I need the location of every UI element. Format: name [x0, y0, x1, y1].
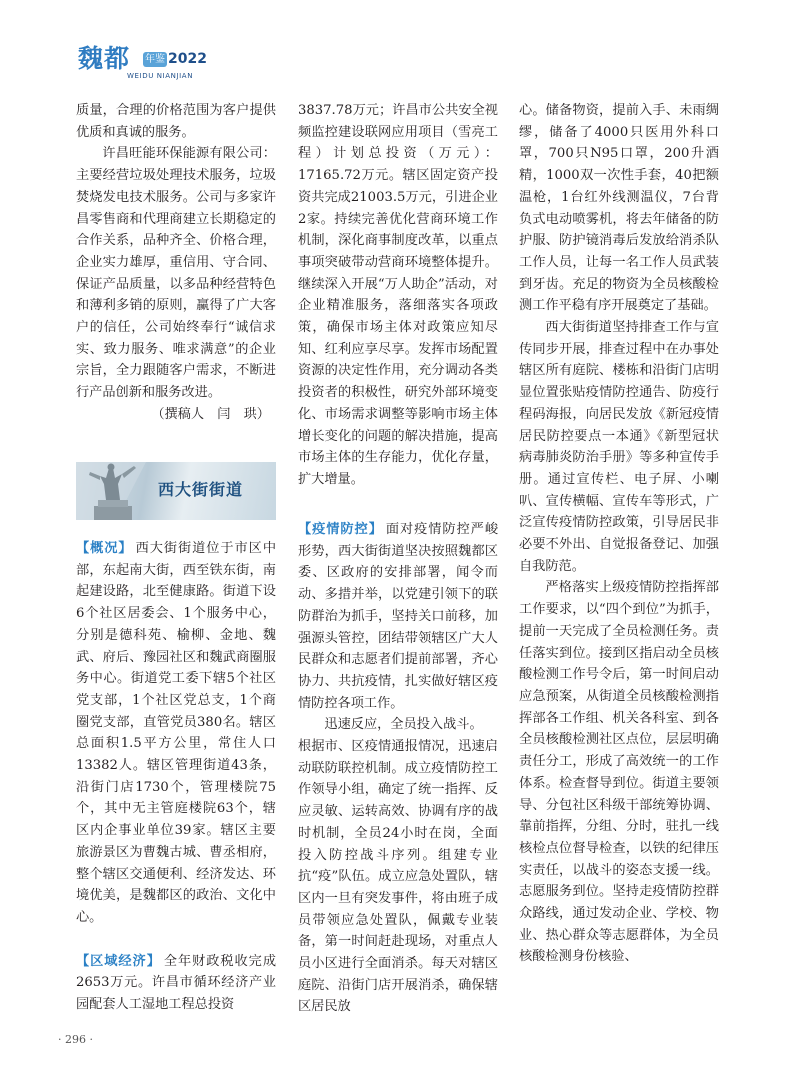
middle-column-lower	[298, 519, 498, 1034]
right-column	[519, 100, 719, 1040]
section-heading-regional-economy: 【区域经济】	[76, 953, 161, 969]
paragraph-epidemic-response-continued: 心。储备物资，提前入手、未雨绸缪，储备了4000只医用外科口罩，700只N95口罩，200升酒精，1000双一次性手套，40把额温枪，1台红外线测温仪，7台背负式电动喷雾机，将去年储备的防护服、防护镜消毒后发放给消杀队工作人员，让每一名工作人员武装到牙齿。充足的物资为全员核酸检测工作平稳有序开展奠定了基础。	[519, 103, 719, 314]
paragraph-epidemic-publicity: 西大街街道坚持排查工作与宣传同步开展，排查过程中在办事处辖区所有庭院、楼栋和沿街门店明显位置张贴疫情防控通告、防疫行程码海报，向居民发放《新冠疫情居民防控要点一本通》《新型冠状病毒肺炎防治手册》等多种宣传手册。通过宣传栏、电子屏、小喇叭、宣传横幅、宣传车等形式，广泛宣传疫情防控政策，引导居民非必要不外出、自觉报备登记、加强自我防范。	[519, 320, 719, 574]
paragraph-epidemic-lead: 迅速反应，全员投入战斗。	[324, 717, 483, 733]
paragraph-company: 许昌旺能环保能源有限公司：主要经营垃圾处理技术服务，垃圾焚烧发电技术服务。公司与多家许昌零售商和代理商建立长期稳定的合作关系，品种齐全、价格合理，企业实力雄厚，重信用、守合同、保证产品质量，以多品种经营特色和薄利多销的原则，赢得了广大客户的信任，公司始终奉行“诚信求实、致力服务、唯求满意”的企业宗旨，全力跟随客户需求，不断进行产品创新和服务改进。	[76, 146, 276, 401]
middle-column-upper	[298, 100, 498, 515]
overview-text: 西大街街道位于市区中部，东起南大街，西至铁东街，南起建设路，北至健康路。街道下设6个社区居委会、1个服务中心，分别是德科苑、榆柳、金地、魏武、府后、豫园社区和魏武商圈服务中心。街道党工委下辖5个社区党支部，1个社区党总支，1个商圈党支部，直管党员380名。辖区总面积1.5平方公里，常住人口13382人。辖区管理街道43条，沿街门店1730个，管理楼院75个，其中无主管庭楼院63个，辖区内企事业单位39家。辖区主要旅游景区为曹魏古城、曹丞相府，整个辖区交通便利、经济发达、环境优美，是魏都区的政治、文化中心。	[76, 541, 276, 925]
paragraph-epidemic	[298, 519, 498, 714]
yearbook-badge: 年鉴	[145, 54, 165, 65]
paragraph-continuation: 质量，合理的价格范围为客户提供优质和真诚的服务。	[76, 103, 276, 140]
yearbook-title: 魏都	[78, 44, 131, 73]
byline: （撰稿人 闫 珙）	[151, 406, 270, 422]
yearbook-subtitle: WEIDU NIANJIAN	[127, 72, 194, 80]
section-banner-title: 西大街街道	[158, 480, 244, 499]
left-column-upper	[76, 100, 276, 450]
paragraph-epidemic-testing: 严格落实上级疫情防控指挥部工作要求，以“四个到位”为抓手，提前一天完成了全员检测任务。责任落实到位。接到区指启动全员核酸检测工作号令后，第一时间启动应急预案，从街道全员核酸检测指挥部各工作组、机关各科室、到各全员核酸检测社区点位，层层明确责任分工，形成了高效统一的工作体系。检查督导到位。街道主要领导、分包社区科级干部统筹协调、靠前指挥，分组、分时，驻扎一线核检点位督导检查，以铁的纪律压实责任，以战斗的姿态支援一线。志愿服务到位。坚持走疫情防控群众路线，通过发动企业、学校、物业、热心群众等志愿群体，为全员核酸检测身份核验、	[519, 580, 719, 965]
section-heading-overview: 【概况】	[76, 541, 133, 556]
epidemic-intro-text: 面对疫情防控严峻形势，西大街街道坚决按照魏都区委、区政府的安排部署，闻令而动、多措并举，以党建引领下的联防群治为抓手，坚持关口前移，加强源头管控，团结带领辖区广大人民群众和志愿者们提前部署，齐心协力、共抗疫情，扎实做好辖区疫情防控各项工作。	[298, 522, 498, 711]
paragraph-epidemic-response: 根据市、区疫情通报情况，迅速启动联防联控机制。成立疫情防控工作领导小组，确定了统一指挥、反应灵敏、运转高效、协调有序的战时机制，全员24小时在岗，全面投入防控战斗序列。组建专业抗“疫”队伍。成立应急处置队，辖区内一旦有突发事件，将由班子成员带领应急处置队，佩戴专业装备，第一时间赶赴现场，对重点人员小区进行全面消杀。每天对辖区庭院、沿街门店开展消杀，确保辖区居民放	[298, 739, 498, 1015]
yearbook-year: 2022	[168, 51, 207, 67]
paragraph-regional-economy	[76, 951, 276, 1016]
section-heading-epidemic: 【疫情防控】	[298, 522, 383, 537]
paragraph-regional-economy-continued: 3837.78万元；许昌市公共安全视频监控建设联网应用项目（雪亮工程）计划总投资（万元）：17165.72万元。辖区固定资产投资共完成21003.5万元，引进企业2家。持续完善优化营商环境工作机制，深化商事制度改革，以重点事项突破带动营商环境整体提升。继续深入开展“万人助企”活动，对企业精准服务，落细落实各项政策，确保市场主体对政策应知尽知、红利应享尽享。发挥市场配置资源的决定性作用，充分调动各类投资者的积极性，研究外部环境变化、市场需求调整等影响市场主体增长变化的问题的解决措施，提高市场主体的生存能力，优化存量，扩大增量。	[298, 103, 498, 487]
left-column-lower	[76, 538, 276, 1030]
page-number: · 296 ·	[58, 1033, 93, 1046]
paragraph-overview	[76, 538, 276, 929]
regional-economy-text: 全年财政税收完成2653万元。许昌市循环经济产业园配套人工湿地工程总投资	[76, 953, 276, 1013]
